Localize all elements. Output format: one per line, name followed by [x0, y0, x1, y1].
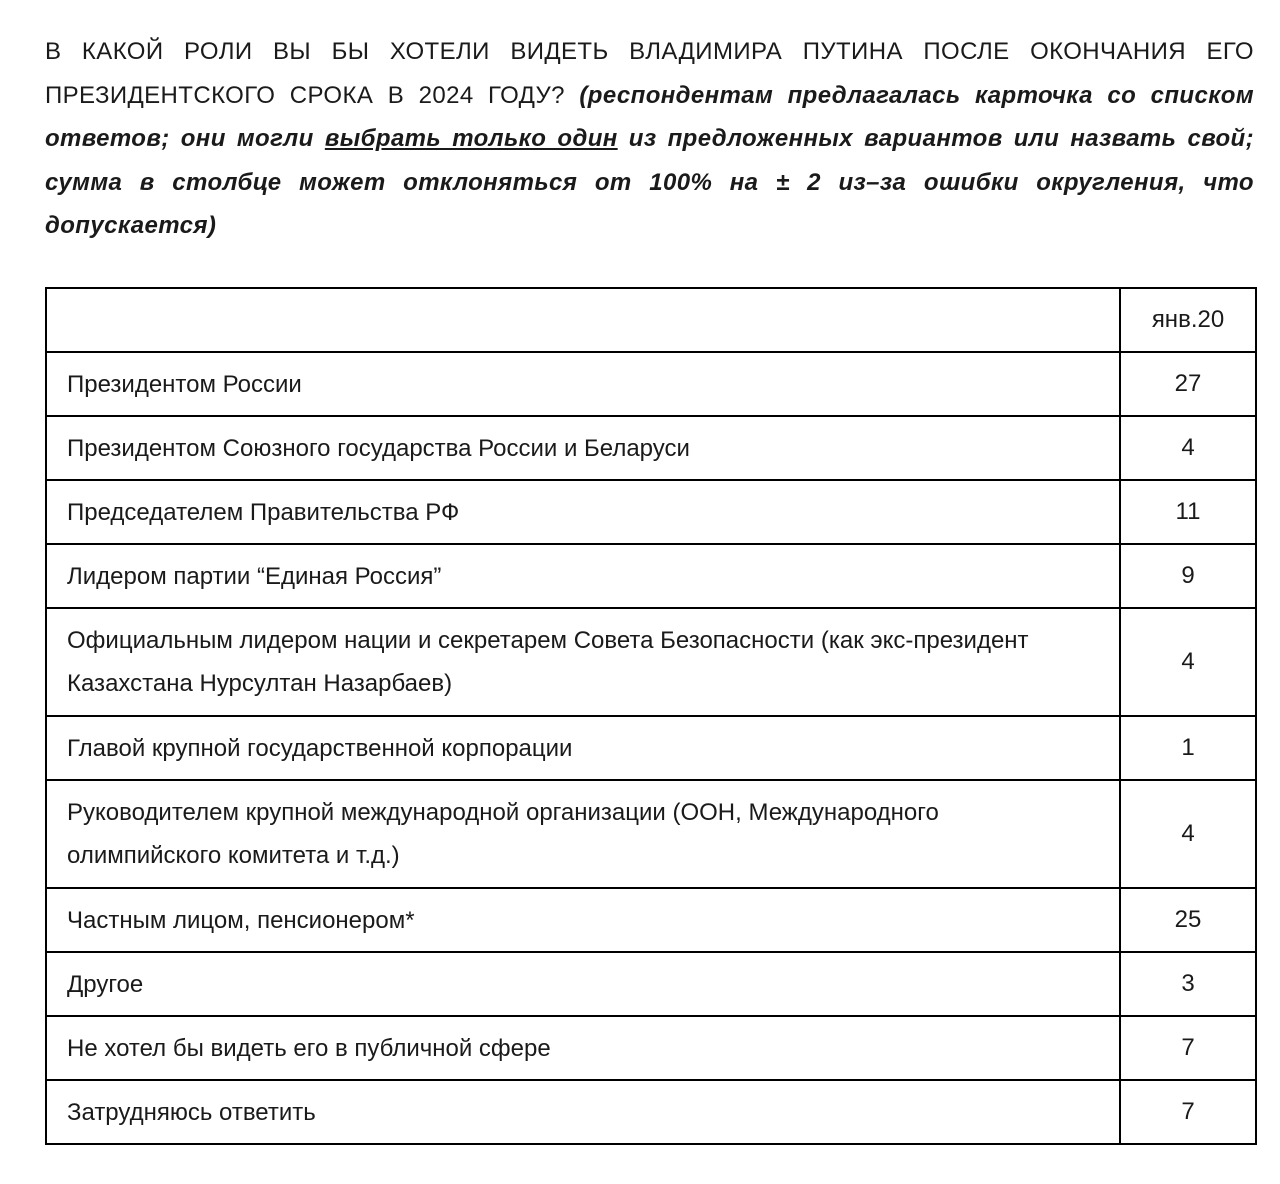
- row-value: 1: [1120, 716, 1256, 780]
- row-value: 3: [1120, 952, 1256, 1016]
- row-value: 4: [1120, 416, 1256, 480]
- table-row: [46, 480, 1256, 544]
- question-text: В КАКОЙ РОЛИ ВЫ БЫ ХОТЕЛИ ВИДЕТЬ ВЛАДИМИРА ПУТИНА ПОСЛЕ ОКОНЧАНИЯ ЕГО ПРЕЗИДЕНТСКОГО СРОКА В 2024 ГОДУ?: [45, 38, 1254, 109]
- row-label: Председателем Правительства РФ: [46, 480, 1120, 544]
- table-row: [46, 888, 1256, 952]
- row-label: Не хотел бы видеть его в публичной сфере: [46, 1016, 1120, 1080]
- table-row: [46, 1080, 1256, 1144]
- row-label: Частным лицом, пенсионером*: [46, 888, 1120, 952]
- table-row: [46, 952, 1256, 1016]
- note-before: (респондентам предлагалась карточка со списком ответов; они могли: [45, 81, 1254, 152]
- row-value: 4: [1120, 608, 1256, 716]
- row-value: 9: [1120, 544, 1256, 608]
- table-row: [46, 780, 1256, 888]
- table-row: [46, 544, 1256, 608]
- table-row: [46, 608, 1256, 716]
- results-table: [45, 287, 1257, 1145]
- note-after: из предложенных вариантов или назвать свой; сумма в столбце может отклоняться от 100% на ± 2 из–за ошибки округления, что допускается): [45, 125, 1255, 239]
- row-label: Руководителем крупной международной организации (ООН, Международного олимпийского комитета и т.д.): [46, 780, 1120, 888]
- row-value: 25: [1120, 888, 1256, 952]
- column-header-date: янв.20: [1120, 288, 1256, 352]
- header-empty-cell: [46, 288, 1120, 352]
- row-label: Другое: [46, 952, 1120, 1016]
- row-label: Лидером партии “Единая Россия”: [46, 544, 1120, 608]
- row-value: 7: [1120, 1016, 1256, 1080]
- table-row: [46, 352, 1256, 416]
- row-value: 27: [1120, 352, 1256, 416]
- table-header-row: [46, 288, 1256, 352]
- row-label: Президентом Союзного государства России и Беларуси: [46, 416, 1120, 480]
- table-row: [46, 416, 1256, 480]
- survey-question: [45, 30, 1254, 248]
- row-value: 4: [1120, 780, 1256, 888]
- row-value: 7: [1120, 1080, 1256, 1144]
- row-label: Затрудняюсь ответить: [46, 1080, 1120, 1144]
- row-label: Президентом России: [46, 352, 1120, 416]
- note-underlined: выбрать только один: [324, 125, 618, 152]
- row-label: Официальным лидером нации и секретарем Совета Безопасности (как экс-президент Казахстана Нурсултан Назарбаев): [46, 608, 1120, 716]
- table-row: [46, 1016, 1256, 1080]
- row-label: Главой крупной государственной корпорации: [46, 716, 1120, 780]
- row-value: 11: [1120, 480, 1256, 544]
- table-row: [46, 716, 1256, 780]
